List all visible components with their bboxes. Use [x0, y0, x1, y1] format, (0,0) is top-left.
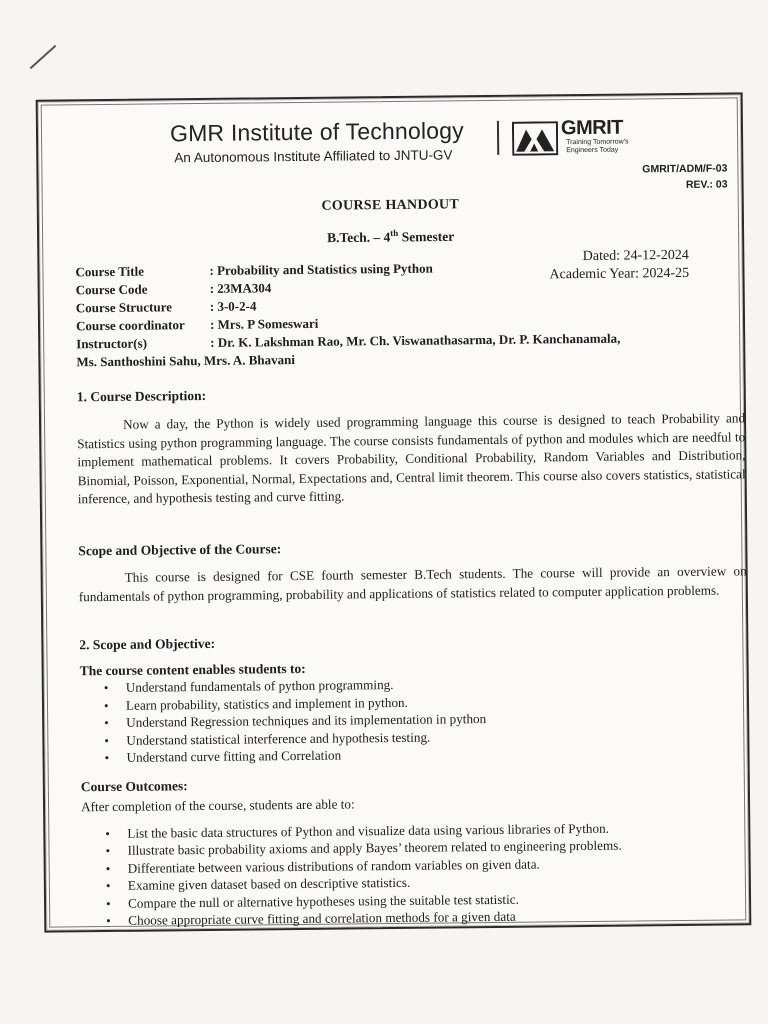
- list-item: • Illustrate basic probability axioms and apply Bayes’ theorem related to engineering problems.: [127, 835, 749, 859]
- detail-value: : 3-0-2-4: [209, 298, 257, 314]
- list-item: • Choose appropriate curve fitting and correlation methods for a given data: [128, 905, 750, 929]
- list-item: • List the basic data structures of Python and visualize data using various libraries of Python.: [127, 818, 749, 842]
- detail-value: : Mrs. P Someswari: [209, 315, 319, 332]
- semester-suffix: Semester: [398, 228, 455, 245]
- course-details: [75, 257, 716, 372]
- logo-text: GMRIT: [560, 116, 624, 140]
- scope-text: This course is designed for CSE fourth semester B.Tech students. The course will provide an overview on fundamentals of python programming, probability and applications of statistics related to computer application problems.: [78, 563, 747, 604]
- list-item: • Compare the null or alternative hypotheses using the suitable test statistic.: [128, 888, 750, 912]
- list-item: • Examine given dataset based on descriptive statistics.: [128, 870, 750, 894]
- section-scope-objective-course: [78, 536, 747, 606]
- detail-value: : 23MA304: [209, 280, 272, 296]
- document-reference: [642, 160, 728, 193]
- section-heading: 1. Course Description:: [76, 387, 207, 405]
- detail-label: Instructor(s): [76, 335, 148, 352]
- list-item: • Understand Regression techniques and its implementation in python: [126, 707, 748, 731]
- document-code: GMRIT/ADM/F-03: [642, 162, 728, 176]
- section-scope-objective: [79, 630, 748, 766]
- section-heading: 2. Scope and Objective:: [79, 635, 216, 653]
- list-item: • Understand curve fitting and Correlation: [126, 742, 748, 766]
- section-course-description: [77, 382, 746, 508]
- handout-page: [36, 92, 752, 932]
- logo-tagline: Training Tomorrow's Engineers Today: [566, 138, 629, 155]
- section-course-outcomes: [81, 772, 751, 929]
- list-item: • Differentiate between various distributions of random variables on given data.: [128, 853, 750, 877]
- detail-value: : Probability and Statistics using Python: [209, 260, 433, 278]
- academic-year: Academic Year: 2024-25: [549, 265, 690, 283]
- semester-prefix: B.Tech. – 4: [326, 229, 391, 246]
- objectives-list: [80, 672, 749, 766]
- detail-label: Course Structure: [75, 299, 173, 316]
- institute-name: GMR Institute of Technology: [169, 117, 465, 147]
- instructors-continued: Ms. Santhoshini Sahu, Mrs. A. Bhavani: [76, 352, 296, 370]
- course-description-text: Now a day, the Python is widely used programming language this course is designed to teach Probability and Statistics using python programming language. The course consists fundamentals of python and modules which are needful to implement mathematical problems. It covers Probability, Conditional Probability, Random Variables and Distribution, Binomial, Poisson, Exponential, Normal, Expectations and, Central limit theorem. This course also covers statistics, statistical inference, and hypothesis testing and curve fitting.: [77, 410, 746, 507]
- list-item: • Learn probability, statistics and implement in python.: [126, 690, 748, 714]
- revision-number: REV.: 03: [685, 178, 728, 191]
- detail-label: Course Title: [75, 263, 145, 280]
- outcomes-intro: After completion of the course, students are able to:: [80, 796, 355, 815]
- detail-label: Course coordinator: [75, 317, 185, 334]
- list-item: • Understand statistical interference and hypothesis testing.: [126, 725, 748, 749]
- dated: Dated: 24-12-2024: [582, 247, 689, 265]
- detail-value: : Dr. K. Lakshman Rao, Mr. Ch. Viswanathasarma, Dr. P. Kanchanamala,: [210, 330, 621, 350]
- semester-suffix-sup: th: [390, 227, 399, 239]
- section-subheading: The course content enables students to:: [79, 660, 306, 679]
- institute-subtitle: An Autonomous Institute Affiliated to JNTU-GV: [174, 147, 453, 166]
- header-divider: [497, 121, 499, 155]
- list-item: • Understand fundamentals of python programming.: [126, 672, 748, 696]
- pen-mark: [30, 45, 57, 69]
- detail-label: Course Code: [75, 281, 148, 298]
- page-title: COURSE HANDOUT: [321, 197, 460, 214]
- gmrit-logo-icon: [512, 121, 558, 155]
- outcomes-list: [81, 818, 750, 930]
- section-heading: Course Outcomes:: [80, 778, 188, 795]
- section-heading: Scope and Objective of the Course:: [78, 541, 282, 559]
